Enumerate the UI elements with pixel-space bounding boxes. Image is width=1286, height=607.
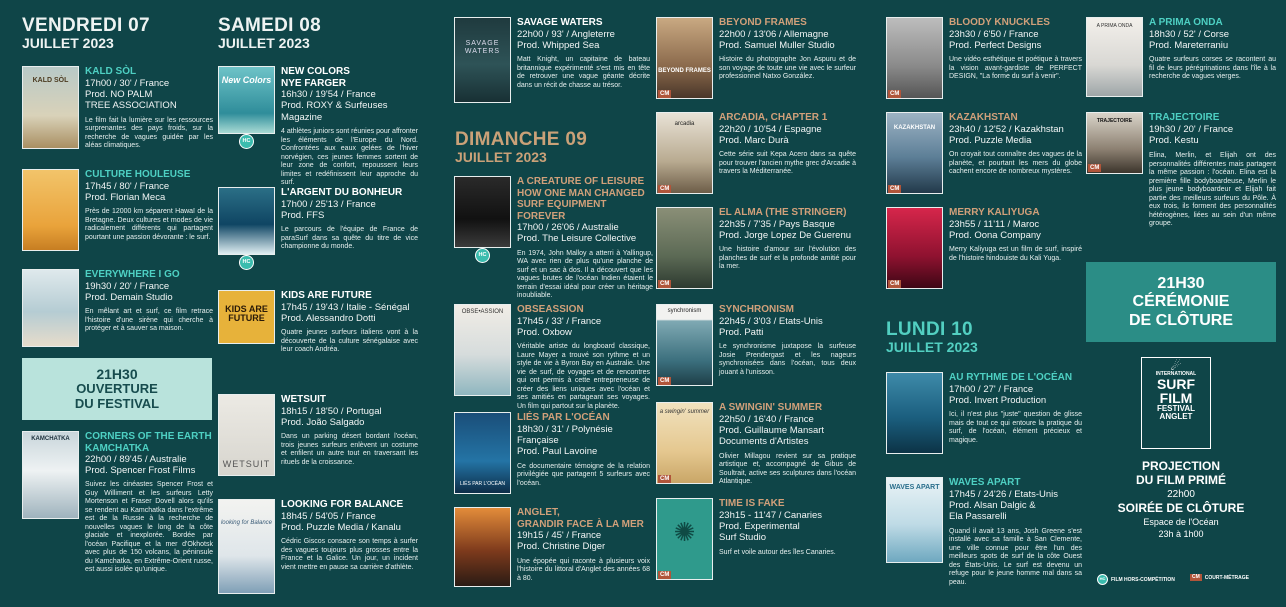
hors-competition-badge: HC [239,255,254,270]
surfer-icon: ☄ [1170,359,1182,373]
film-title: CULTURE HOULEUSE [85,169,191,180]
film-description: Quatre surfeurs corses se racontent au fil de leurs pérégrinations dans l'île à la recherche de vagues vierges. [1149,56,1276,81]
closing-ceremony-box: 21H30 CÉRÉMONIE DE CLÔTURE [1086,262,1276,342]
day-heading-sunday: DIMANCHE 09 JUILLET 2023 [455,129,588,165]
court-metrage-badge: CM [660,91,670,97]
film-poster: TRAJECTOIRE [1086,112,1143,174]
film-poster: KIDS ARE FUTURE [218,290,275,344]
festival-logo: ☄ INTERNATIONAL SURF FILM FESTIVAL ANGLET [1141,357,1211,449]
film-poster [22,169,79,251]
hors-competition-badge: HC [1097,574,1108,585]
film-poster: KALD SÒL [22,66,79,149]
film-description: Ici, il n'est plus "juste" question de glisse mais de tout ce qui entoure la pratique du surf, de l'océan, élément précieux et magique. [949,411,1082,444]
film-description: Merry Kaliyuga est un film de surf, inspiré de l'histoire hindouiste du Kali Yuga. [949,246,1082,262]
film-title: LOOKING FOR BALANCE [281,499,404,510]
film-title: AU RYTHME DE L'OCÉAN [949,372,1073,383]
film-card-au-rythme-de-locean[interactable]: AU RYTHME DE L'OCÉAN 17h00 / 27' / France Prod. Invert Production Ici, il n'est plus "juste" question de glisse mais de tout ce qui entoure la pratique du surf, de l'océan, élément précieux et magique. [886,372,1082,458]
film-card-argent-du-bonheur[interactable]: HC L'ARGENT DU BONHEUR 17h00 / 25'13 / France Prod. FFS Le parcours de l'équipe de France de paraSurf dans sa quête du titre de vice championne du monde. [218,187,418,272]
film-poster: KAZAKHSTAN [886,112,943,194]
film-title: TIME IS FAKE [719,498,785,509]
film-card-time-is-fake[interactable]: ✺ CM TIME IS FAKE 23h15 - 11'47 / Canaries Prod. Experimental Surf Studio Surf et voile autour des îles Canaries. [656,498,856,584]
film-description: Le film fait la lumière sur les ressources surprenantes des pays froids, sur la recherche de vagues guidée par les aléas climatiques. [85,116,213,150]
court-metrage-badge: CM [660,476,670,482]
film-title: SAVAGE WATERS [517,17,603,28]
film-card-everywhere-i-go[interactable]: EVERYWHERE I GO 19h30 / 20' / France Prod. Demain Studio En mêlant art et surf, ce film retrace l'histoire d'une sirène qui cherche à protéger et à sauver sa maison. [22,269,212,349]
film-card-merry-kaliyuga[interactable]: CM MERRY KALIYUGA 23h55 / 11'11 / Maroc Prod. Oona Company Merry Kaliyuga est un film de surf, inspiré de l'histoire hindouiste du Kali Yuga. [886,207,1082,293]
film-card-bloody-knuckles[interactable]: CM BLOODY KNUCKLES 23h30 / 6'50 / France Prod. Perfect Designs Une vidéo esthétique et poétique à travers la vision avant-gardiste de PERFECT DESIGN, "La forme du surf à venir". [886,17,1082,103]
court-metrage-badge: CM [890,91,900,97]
film-card-a-prima-onda[interactable]: A PRIMA ONDA A PRIMA ONDA 18h30 / 52' / Corse Prod. Mareterraniu Quatre surfeurs corses se racontent au fil de leurs pérégrinations dans l'île à la recherche de vagues vierges. [1086,17,1276,103]
film-title: WAVES APART [949,477,1021,488]
film-card-anglet[interactable]: ANGLET, GRANDIR FACE À LA MER 19h15 / 45' / France Prod. Christine Diger Une épopée qui raconte à plusieurs voix l'histoire du littoral d'Anglet des années 68 à 80. [454,507,650,597]
day-heading-saturday: SAMEDI 08 JUILLET 2023 [218,15,322,51]
film-title: A SWINGIN' SUMMER [719,402,823,413]
film-description: En mêlant art et surf, ce film retrace l'histoire d'une sirène qui cherche à protéger et à sauver sa maison. [85,308,213,333]
film-description: Ce documentaire témoigne de la relation privilégiée que partagent 5 surfeurs avec l'océan. [517,462,650,487]
film-title: SYNCHRONISM [719,304,795,315]
film-card-obseassion[interactable]: OBSE•ASSION OBSEASSION 17h45 / 33' / France Prod. Oxbow Véritable artiste du longboard classique, Laure Mayer a trouvé son rythme et un style de vie à Byron Bay en Australie. Une vie de surf, de voyages et de rencontres qui ont permis à cette entrepreneuse de créer des liens uniques avec l'océan et ses amitiés en partageant ses voyages. Un film qui partout sur la planète. [454,304,650,404]
film-card-culture-houleuse[interactable]: CULTURE HOULEUSE 17h45 / 80' / France Prod. Florian Meca Près de 12000 km séparent Hawaï de la Bretagne. Deux cultures et modes de vie radicalement différents qui partagent pourtant une passion dévorante : le surf. [22,169,212,257]
film-poster [656,498,713,580]
opening-ceremony-box: 21H30 OUVERTURE DU FESTIVAL [22,358,212,420]
film-title: EL ALMA (THE STRINGER) [719,207,847,218]
film-poster [886,372,943,454]
film-poster [454,176,511,248]
film-card-beyond-frames[interactable]: BEYOND FRAMES CM BEYOND FRAMES 22h00 / 13'06 / Allemagne Prod. Samuel Muller Studio Histoire du photographe Jon Aspuru et de son voyage de toute une vie avec le surfeur professionnel Natxo González. [656,17,856,103]
film-title: ARCADIA, CHAPTER 1 [719,112,828,123]
film-poster: WAVES APART [886,477,943,563]
legend-hors-competition: HC FILM HORS-COMPÉTITION [1097,574,1175,585]
film-description: On croyait tout connaître des vagues de la planète, et pourtant les mers du globe cachent encore de nombreux mystères. [949,151,1082,176]
film-description: Surf et voile autour des îles Canaries. [719,548,836,556]
film-title: OBSEASSION [517,304,584,315]
film-title: WETSUIT [281,394,326,405]
film-title: BLOODY KNUCKLES [949,17,1050,28]
film-poster: SAVAGE WATERS [454,17,511,103]
court-metrage-badge: CM [1192,574,1200,580]
film-description: Suivez les cinéastes Spencer Frost et Guy Williment et les surfeurs Letty Mortenson et Fraser Dovell alors qu'ils se rendent au Kamchatka dans l'extrême est de la Russie à la recherche de nouvelles vagues le long de la côte glaciale et inexplorée. Bordée par l'océan Pacifique et la mer d'Okhotsk avec plus de 150 volcans, la péninsule du Kamchatka, en Extrême-Orient russe, est aussi isolée qu'unique. [85,481,213,574]
film-card-corners-of-the-earth[interactable]: KAMCHATKA CORNERS OF THE EARTH KAMCHATKA 22h00 / 89'45 / Australie Prod. Spencer Frost Films Suivez les cinéastes Spencer Frost et Guy Williment et les surfeurs Letty Mortenson et Fraser Dovell alors qu'ils se rendent au Kamchatka dans l'extrême est de la Russie à la recherche de nouvelles vagues le long de la côte glaciale et inexplorée. Bordée par l'océan Pacifique et la mer d'Okhotsk avec plus de 150 volcans, la péninsule du Kamchatka, en Extrême-Orient russe, est aussi isolée qu'unique. [22,431,212,591]
film-card-kazakhstan[interactable]: KAZAKHSTAN CM KAZAKHSTAN 23h40 / 12'52 / Kazakhstan Prod. Puzzle Media On croyait tout connaître des vagues de la planète, et pourtant les mers du globe cachent encore de nombreux mystères. [886,112,1082,198]
film-title: BEYOND FRAMES [719,17,807,28]
film-card-kald-sol[interactable]: KALD SÒL KALD SÒL 17h00 / 30' / France Prod. NO PALM TREE ASSOCIATION Le film fait la lumière sur les ressources surprenantes des pays froids, sur la recherche de vagues guidée par les aléas climatiques. [22,66,212,156]
film-description: 4 athlètes juniors sont réunies pour affronter les éléments de l'Europe du Nord. Confrontées aux eaux gelées de l'hiver norvégien, ces jeunes femmes sortent de leur zone de confort, repoussent leurs limites et redéfinissent leur approche du surf. [281,128,418,187]
film-description: En 1974, John Malloy a atterri à Yallingup, WA avec rien de plus qu'une planche de surf et un sac à dos. Il a découvert que les vagues brutes de l'océan Indien étaient le terrain d'essai idéal pour créer un héritage inoubliable. [517,249,653,300]
day-heading-monday: LUNDI 10 JUILLET 2023 [886,319,978,355]
film-poster [218,187,275,255]
film-title: A CREATURE OF LEISURE [517,176,645,187]
legend-court-metrage: CM COURT-MÉTRAGE [1192,574,1249,581]
film-poster: LIÉS PAR L'OCÉAN [454,412,511,494]
film-poster [454,507,511,587]
film-poster: A PRIMA ONDA [1086,17,1143,97]
film-description: Dans un parking désert bordant l'océan, trois jeunes surfeurs enlèvent un costume et enfilent un autre tout en traversant les rituels de la croissance. [281,433,418,466]
court-metrage-badge: CM [890,186,900,192]
film-poster [22,269,79,347]
film-title: ANGLET, [517,507,560,518]
film-poster: synchronism [656,304,713,386]
film-description: Une histoire d'amour sur l'évolution des planches de surf et la profonde amitié pour la mer. [719,246,856,271]
film-description: Olivier Millagou revient sur sa pratique artistique et, accompagné de Gibus de Soultrait, active ses sculptures dans l'océan Atlantique. [719,452,856,486]
film-title: L'ARGENT DU BONHEUR [281,187,403,198]
film-description: Elina, Merlin, et Elijah ont des personnalités différentes mais partagent la même passion : l'océan. Elina est la première fille bodyboardeuse, Merlin le plus jeune bodyboardeur et Elijah fait partie des meilleurs surfeurs du Pôle. À eux trois, ils forment des personnalités hétérogènes, liées au sein d'un même groupe. [1149,152,1276,228]
film-poster: KAMCHATKA [22,431,79,519]
film-poster: a swingin' summer [656,402,713,484]
film-poster: New Colors [218,66,275,134]
court-metrage-badge: CM [890,281,900,287]
film-title: KALD SÒL [85,66,137,77]
film-title: LIÉS PAR L'OCÉAN [517,412,610,423]
court-metrage-badge: CM [660,378,670,384]
film-card-wetsuit[interactable]: WETSUIT WETSUIT 18h15 / 18'50 / Portugal Prod. João Salgado Dans un parking désert bordant l'océan, trois jeunes surfeurs enlèvent un costume et enfilent un autre tout en traversant les rituels de la croissance. [218,394,418,479]
film-card-lies-par-locean[interactable]: LIÉS PAR L'OCÉAN LIÉS PAR L'OCÉAN 18h30 / 31' / Polynésie Française Prod. Paul Lavoine Ce documentaire témoigne de la relation privilégiée que partagent 5 surfeurs avec l'océan. [454,412,650,494]
film-description: Cette série suit Kepa Acero dans sa quête pour trouver l'ancien mythe grec d'Arcadie à travers la Méditerranée. [719,151,856,176]
film-card-el-alma[interactable]: CM EL ALMA (THE STRINGER) 22h35 / 7'35 / Pays Basque Prod. Jorge Lopez De Guerenu Une histoire d'amour sur l'évolution des planches de surf et la profonde amitié pour la mer. [656,207,856,293]
court-metrage-badge: CM [1090,165,1100,171]
film-description: Quatre jeunes surfeurs italiens vont à la découverte de la culture sénégalaise avec leur coach Andréa. [281,329,418,354]
film-card-looking-for-balance[interactable]: looking for Balance LOOKING FOR BALANCE 18h45 / 54'05 / France Prod. Puzzle Media / Kanalu Cédric Giscos consacre son temps à surfer des vagues toujours plus grosses entre la France et la Galice. Un jour, un incident vient mettre en pause sa carrière d'athlète. [218,499,418,594]
film-description: Une vidéo esthétique et poétique à travers la vision avant-gardiste de PERFECT DESIGN, "La forme du surf à venir". [949,56,1082,81]
film-card-savage-waters[interactable]: SAVAGE WATERS SAVAGE WATERS 22h00 / 93' / Angleterre Prod. Whipped Sea Matt Knight, un capitaine de bateau britannique expérimenté s'est mis en tête de retrouver une vague géante décrite dans un récit de chasse au trésor. [454,17,650,103]
film-poster: looking for Balance [218,499,275,594]
court-metrage-badge: CM [660,186,670,192]
film-title: KIDS ARE FUTURE [281,290,372,301]
film-card-arcadia[interactable]: arcadia CM ARCADIA, CHAPTER 1 22h20 / 10'54 / Espagne Prod. Marc Durà Cette série suit Kepa Acero dans sa quête pour trouver l'ancien mythe grec d'Arcadie à travers la Méditerranée. [656,112,856,198]
film-description: Le synchronisme juxtapose la surfeuse Josie Prendergast et les nageurs synchronisées dans l'océan, tous deux jouant à l'unisson. [719,343,856,376]
film-description: Cédric Giscos consacre son temps à surfer des vagues toujours plus grosses entre la France et la Galice. Un jour, un incident vient mettre en pause sa carrière d'athlète. [281,538,418,571]
film-description: Histoire du photographe Jon Aspuru et de son voyage de toute une vie avec le surfeur professionnel Natxo González. [719,56,856,81]
film-poster [656,207,713,289]
film-title: A PRIMA ONDA [1149,17,1223,28]
film-title: EVERYWHERE I GO [85,269,180,280]
film-prime-projection: PROJECTION DU FILM PRIMÉ 22h00 SOIRÉE DE CLÔTURE Espace de l'Océan 23h à 1h00 [1117,459,1245,540]
film-title: KAZAKHSTAN [949,112,1018,123]
film-title: NEW COLORS [281,66,350,77]
film-card-trajectoire[interactable]: TRAJECTOIRE CM TRAJECTOIRE 19h30 / 20' / France Prod. Kestu Elina, Merlin, et Elijah ont des personnalités différentes mais partagent la même passion : l'océan. Elina est la première fille bodyboardeuse, Merlin le plus jeune bodyboardeur et Elijah fait partie des meilleurs surfeurs du Pôle. À eux trois, ils forment des personnalités hétérogènes, liées au sein d'un même groupe. [1086,112,1276,260]
film-description: Quand il avait 13 ans, Josh Greene s'est installé avec sa famille à San Clemente, une ville connue pour être l'un des meilleurs spots de surf de la côte Ouest des États-Unis. Le surf est devenu un refuge pour le jeune homme mal dans sa peau. [949,527,1082,586]
hors-competition-badge: HC [239,134,254,149]
film-description: Véritable artiste du longboard classique, Laure Mayer a trouvé son rythme et un style de vie à Byron Bay en Australie. Une vie de surf, de voyages et de rencontres qui ont permis à cette entrepreneuse de créer des liens uniques avec l'océan et ses amitiés en partageant ses voyages. Un film qui partout sur la planète. [517,343,650,410]
film-description: Une épopée qui raconte à plusieurs voix l'histoire du littoral d'Anglet des années 68 à 80. [517,557,650,582]
court-metrage-badge: CM [660,572,670,578]
film-poster [886,207,943,289]
film-poster [886,17,943,99]
film-card-swingin-summer[interactable]: a swingin' summer CM A SWINGIN' SUMMER 22h50 / 16'40 / France Prod. Guillaume Mansart Documents d'Artistes Olivier Millagou revient sur sa pratique artistique et, accompagné de Gibus de Soultrait, active ses sculptures dans l'océan Atlantique. [656,402,856,488]
film-title: TRAJECTOIRE [1149,112,1220,123]
day-heading-friday: VENDREDI 07 JUILLET 2023 [22,15,150,51]
film-card-creature-of-leisure[interactable]: HC A CREATURE OF LEISURE HOW ONE MAN CHANGED SURF EQUIPMENT FOREVER 17h00 / 26'06 / Australie Prod. The Leisure Collective En 1974, John Malloy a atterri à Yallingup, WA avec rien de plus qu'une planche de surf et un sac à dos. Il a découvert que les vagues brutes de l'océan Indien étaient le terrain d'essai idéal pour créer un héritage inoubliable. [454,176,652,296]
film-poster: arcadia [656,112,713,194]
film-poster: WETSUIT [218,394,275,476]
film-card-new-colors[interactable]: New Colors HC NEW COLORS NYE FARGER 16h30 / 19'54 / France Prod. ROXY & Surfeuses Magazine 4 athlètes juniors sont réunies pour affronter les éléments de l'Europe du Nord. Confrontées aux eaux gelées de l'hiver norvégien, ces jeunes femmes sortent de leur zone de confort, repoussent leurs limites et redéfinissent leur approche du surf. [218,66,418,176]
film-title: CORNERS OF THE EARTH [85,431,212,442]
wave-pattern-icon: ✺ [673,517,696,547]
film-card-waves-apart[interactable]: WAVES APART WAVES APART 17h45 / 24'26 / Etats-Unis Prod. Alsan Dalgic & Ela Passarelli Quand il avait 13 ans, Josh Greene s'est installé avec sa famille à San Clemente, une ville connue pour être l'un des meilleurs spots de surf de la côte Ouest des États-Unis. Le surf est devenu un refuge pour le jeune homme mal dans sa peau. [886,477,1082,592]
hors-competition-badge: HC [475,248,490,263]
film-description: Près de 12000 km séparent Hawaï de la Bretagne. Deux cultures et modes de vie radicalement différents qui partagent pourtant une passion dévorante : le surf. [85,208,213,241]
court-metrage-badge: CM [660,281,670,287]
film-title: MERRY KALIYUGA [949,207,1040,218]
film-poster: OBSE•ASSION [454,304,511,396]
film-card-synchronism[interactable]: synchronism CM SYNCHRONISM 22h45 / 3'03 / Etats-Unis Prod. Patti Le synchronisme juxtapose la surfeuse Josie Prendergast et les nageurs synchronisées dans l'océan, tous deux jouant à l'unisson. [656,304,856,390]
film-card-kids-are-future[interactable]: KIDS ARE FUTURE KIDS ARE FUTURE 17h45 / 19'43 / Italie - Sénégal Prod. Alessandro Dotti Quatre jeunes surfeurs italiens vont à la découverte de la culture sénégalaise avec leur coach Andréa. [218,290,418,370]
film-description: Le parcours de l'équipe de France de paraSurf dans sa quête du titre de vice championne du monde. [281,226,418,251]
film-description: Matt Knight, un capitaine de bateau britannique expérimenté s'est mis en tête de retrouver une vague géante décrite dans un récit de chasse au trésor. [517,56,650,89]
film-poster: BEYOND FRAMES [656,17,713,99]
